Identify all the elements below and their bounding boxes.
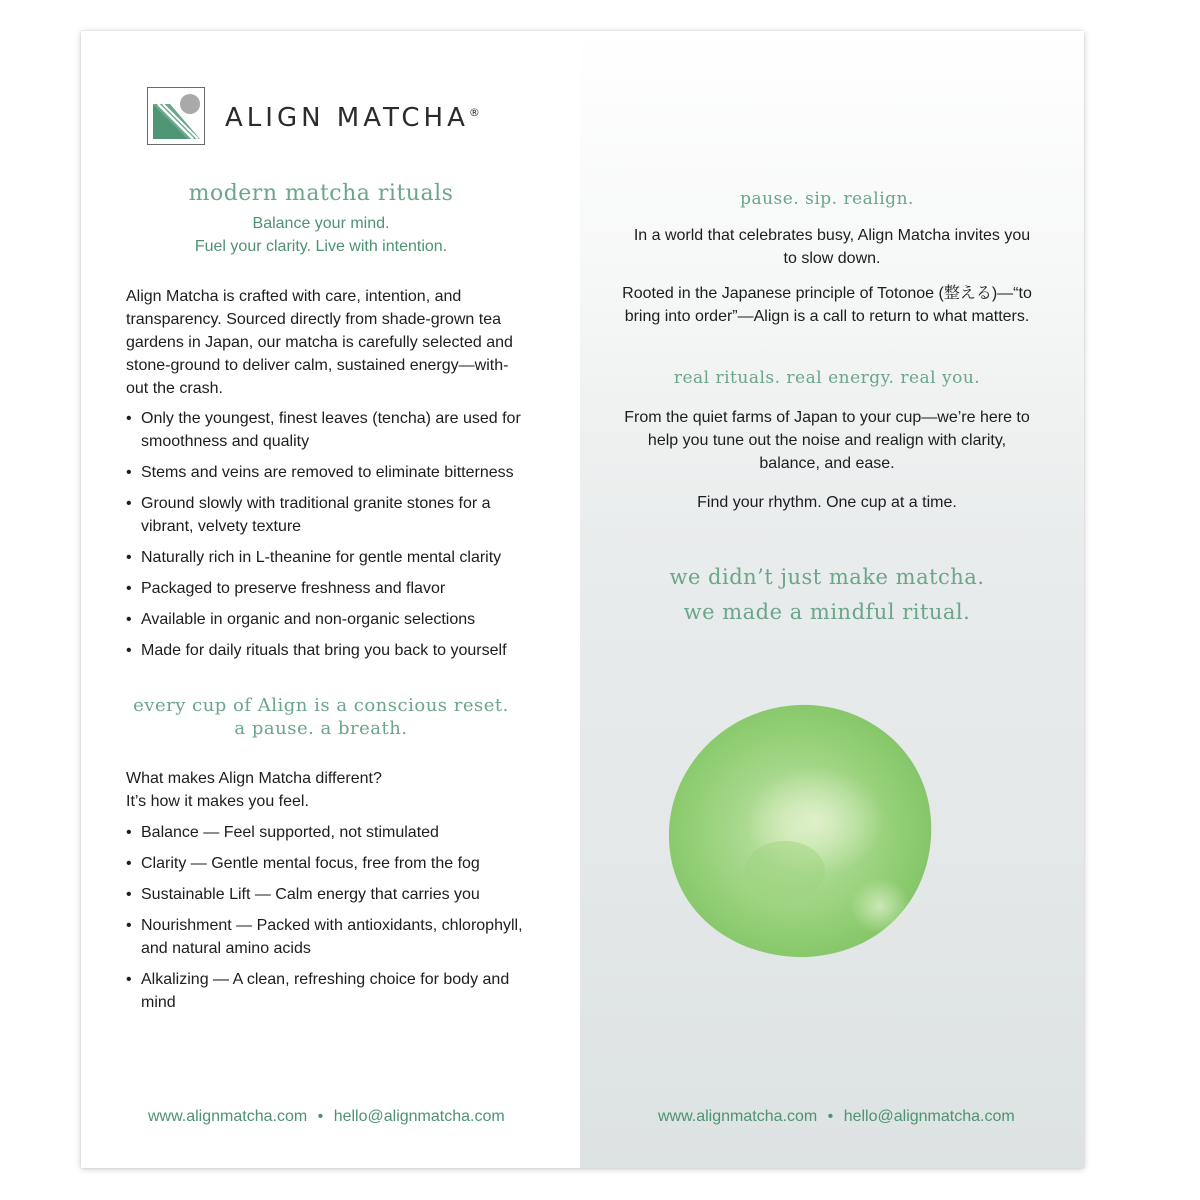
difference-heading <box>126 767 516 813</box>
quote-line-1: every cup of Align is a conscious reset. <box>133 695 509 716</box>
list-item: • Sustainable Lift — Calm energy that carries you <box>126 883 526 906</box>
features-list <box>126 407 526 670</box>
right-panel <box>580 31 1084 1168</box>
list-item: • Packaged to preserve freshness and flavor <box>126 577 526 600</box>
right-paragraph-3: From the quiet farms of Japan to your cup—we’re here to help you tune out the noise and realign with clarity, balance, and ease. <box>624 409 1030 472</box>
quote-line-2: we made a mindful ritual. <box>683 600 971 624</box>
list-item: • Naturally rich in L-theanine for gentle mental clarity <box>126 546 526 569</box>
footer-right <box>658 1108 1015 1126</box>
matcha-splash-image <box>665 701 935 961</box>
right-title-2: real rituals. real energy. real you. <box>673 368 981 388</box>
mindful-ritual-quote <box>600 560 1054 630</box>
difference-line-1: What makes Align Matcha different? <box>126 770 382 787</box>
subtagline-line-1: Balance your mind. <box>252 215 390 232</box>
list-item: • Available in organic and non-organic selections <box>126 608 526 631</box>
list-item: • Nourishment — Packed with antioxidants, chlorophyll, and natural amino acids <box>126 914 526 960</box>
email-link[interactable]: hello@alignmatcha.com <box>843 1108 1015 1125</box>
brand-name-text: ALIGN MATCHA <box>225 103 469 133</box>
footer-separator: • <box>317 1108 324 1125</box>
list-item: • Made for daily rituals that bring you back to yourself <box>126 639 526 662</box>
right-paragraph-1: In a world that celebrates busy, Align Matcha invites you to slow down. <box>633 227 1031 267</box>
quote-line-1: we didn’t just make matcha. <box>669 565 985 589</box>
right-paragraph-4: Find your rhythm. One cup at a time. <box>697 494 957 511</box>
list-item: • Alkalizing — A clean, refreshing choice for body and mind <box>126 968 526 1014</box>
brand-name <box>225 103 480 133</box>
list-item: • Ground slowly with traditional granite stones for a vibrant, velvety texture <box>126 492 526 538</box>
logo-mark-icon <box>147 87 205 145</box>
left-panel <box>81 31 580 1168</box>
website-link[interactable]: www.alignmatcha.com <box>148 1108 308 1125</box>
right-title: pause. sip. realign. <box>740 189 914 209</box>
subtagline-line-2: Fuel your clarity. Live with intention. <box>194 238 448 255</box>
quote-line-2: a pause. a breath. <box>234 718 408 739</box>
right-paragraph-2: Rooted in the Japanese principle of Totonoe (整える)—“to bring into order”—Align is a call to return to what matters. <box>622 285 1032 325</box>
website-link[interactable]: www.alignmatcha.com <box>658 1108 818 1125</box>
subtagline <box>121 212 521 258</box>
list-item: • Only the youngest, finest leaves (tencha) are used for smoothness and quality <box>126 407 526 453</box>
conscious-reset-quote <box>121 694 521 740</box>
list-item: • Clarity — Gentle mental focus, free from the fog <box>126 852 526 875</box>
brochure-sheet <box>81 31 1084 1168</box>
intro-paragraph: Align Matcha is crafted with care, intention, and transparency. Sourced directly from shade-grown tea gardens in Japan, our matcha is carefully selected and stone-ground to deliver calm, sustained energy—with-out the crash. <box>126 288 513 397</box>
benefits-list <box>126 821 526 1022</box>
difference-line-2: It’s how it makes you feel. <box>126 793 309 810</box>
footer-separator: • <box>827 1108 834 1125</box>
tagline: modern matcha rituals <box>188 181 454 206</box>
footer-left <box>148 1108 505 1126</box>
list-item: • Balance — Feel supported, not stimulated <box>126 821 526 844</box>
list-item: • Stems and veins are removed to eliminate bitterness <box>126 461 526 484</box>
email-link[interactable]: hello@alignmatcha.com <box>333 1108 505 1125</box>
registered-mark: ® <box>468 106 480 119</box>
